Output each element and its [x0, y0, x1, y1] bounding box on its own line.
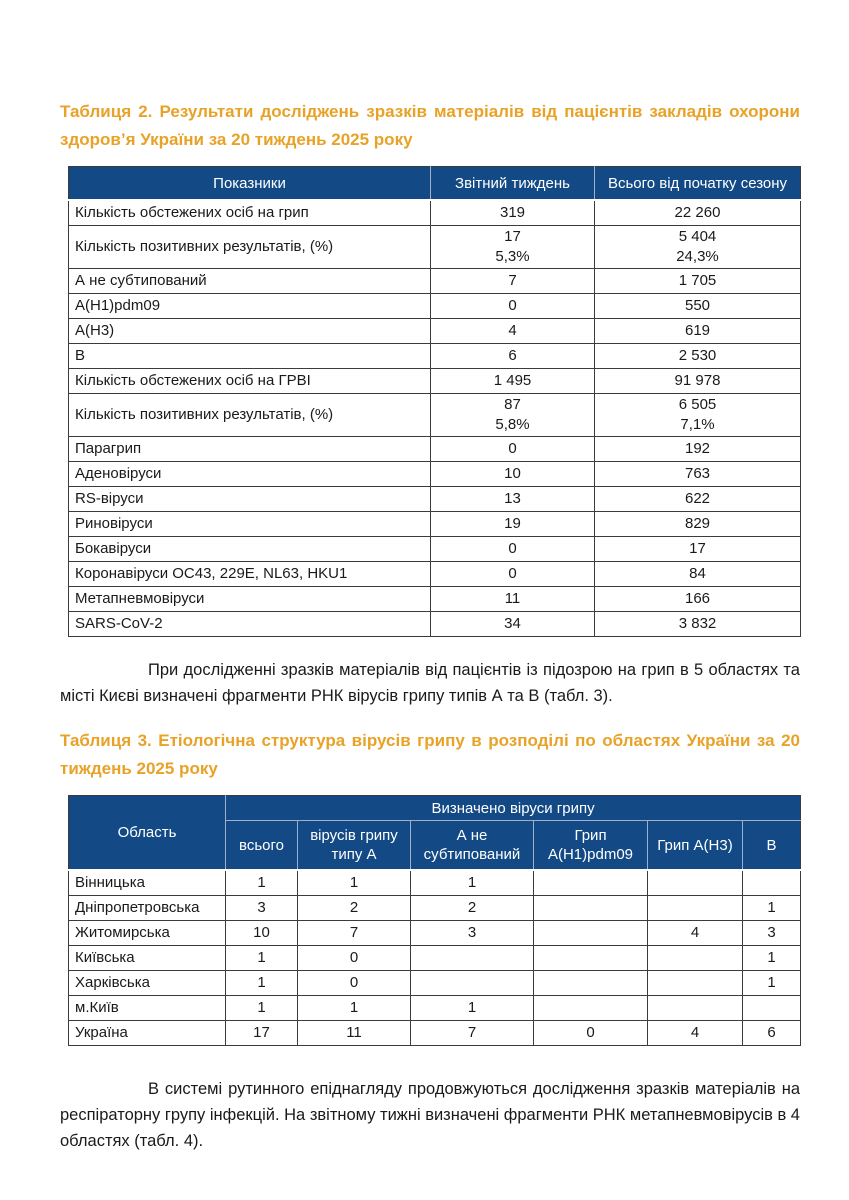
table-cell: 166	[595, 587, 801, 612]
table-cell: 319	[431, 200, 595, 226]
table3-col-header-h1pdm09: Грип А(H1)pdm09	[534, 821, 648, 871]
table-cell: Кількість позитивних результатів, (%)	[69, 226, 431, 269]
table-cell: 0	[298, 946, 411, 971]
table-row	[69, 870, 801, 896]
table-cell: 1	[298, 870, 411, 896]
table-row	[69, 437, 801, 462]
table-row	[69, 1021, 801, 1046]
table2-col-header-season: Всього від початку сезону	[595, 167, 801, 201]
table-cell: Харківська	[69, 971, 226, 996]
table-cell: 91 978	[595, 369, 801, 394]
table-cell: 763	[595, 462, 801, 487]
table-cell: 13	[431, 487, 595, 512]
table2-col-header-indicators: Показники	[69, 167, 431, 201]
table-row	[69, 946, 801, 971]
table-cell	[411, 946, 534, 971]
table-cell: А не субтипований	[69, 269, 431, 294]
table3-header	[69, 796, 801, 871]
table-cell: 2	[411, 896, 534, 921]
table-cell: 84	[595, 562, 801, 587]
table-cell: 6 505 7,1%	[595, 394, 801, 437]
table-cell: 1 705	[595, 269, 801, 294]
table-cell: 1	[226, 971, 298, 996]
table-cell	[648, 896, 743, 921]
table-cell	[648, 971, 743, 996]
table-cell: 829	[595, 512, 801, 537]
table-cell: 4	[431, 319, 595, 344]
table-cell: Кількість позитивних результатів, (%)	[69, 394, 431, 437]
table3-body	[69, 870, 801, 1046]
table-cell: A(H1)pdm09	[69, 294, 431, 319]
table-row	[69, 462, 801, 487]
table3-col-header-type-a: вірусів грипу типу А	[298, 821, 411, 871]
table-cell: 6	[743, 1021, 801, 1046]
table-cell: 4	[648, 921, 743, 946]
table-cell: 1	[298, 996, 411, 1021]
table-cell: 192	[595, 437, 801, 462]
table2-caption: Таблиця 2. Результати досліджень зразків матеріалів від пацієнтів закладів охорони здоров’я України за 20 тиждень 2025 року	[60, 102, 800, 149]
table-cell: 1	[226, 870, 298, 896]
table-row	[69, 971, 801, 996]
table-cell: 1	[411, 996, 534, 1021]
table-cell	[648, 996, 743, 1021]
table-cell	[743, 870, 801, 896]
table-cell: SARS-CoV-2	[69, 612, 431, 637]
table3-col-header-b: В	[743, 821, 801, 871]
table-cell: 619	[595, 319, 801, 344]
table-cell: Житомирська	[69, 921, 226, 946]
table-row	[69, 487, 801, 512]
table-row	[69, 537, 801, 562]
table2-header	[69, 167, 801, 201]
table-cell: Аденовіруси	[69, 462, 431, 487]
table-row	[69, 319, 801, 344]
table-cell: 87 5,8%	[431, 394, 595, 437]
table-row	[69, 394, 801, 437]
table-cell: 1	[743, 896, 801, 921]
table-cell: 5 404 24,3%	[595, 226, 801, 269]
table-cell: 3	[226, 896, 298, 921]
table-cell: 1	[411, 870, 534, 896]
table-cell: Метапневмовіруси	[69, 587, 431, 612]
table-cell: RS-віруси	[69, 487, 431, 512]
table-row	[69, 587, 801, 612]
table-cell	[743, 996, 801, 1021]
table2	[68, 166, 801, 637]
table-row	[69, 269, 801, 294]
table-cell: 11	[431, 587, 595, 612]
table-cell: A(H3)	[69, 319, 431, 344]
table-cell: 10	[431, 462, 595, 487]
table-cell: 3 832	[595, 612, 801, 637]
table-cell: Парагрип	[69, 437, 431, 462]
table-cell: 0	[298, 971, 411, 996]
table-cell	[648, 870, 743, 896]
paragraph-flu-regions: При дослідженні зразків матеріалів від пацієнтів із підозрою на грип в 5 областях та місті Києві визначені фрагменти РНК вірусів грипу типів А та В (табл. 3).	[60, 661, 800, 705]
table-cell: 0	[431, 537, 595, 562]
table3	[68, 795, 801, 1046]
table-row	[69, 200, 801, 226]
table-cell: Риновіруси	[69, 512, 431, 537]
table-cell: 22 260	[595, 200, 801, 226]
table-cell: 19	[431, 512, 595, 537]
table-cell	[411, 971, 534, 996]
paragraph-routine-surveillance: В системі рутинного епіднагляду продовжуються дослідження зразків матеріалів на респіраторну групу інфекцій. На звітному тижні визначені фрагменти РНК метапневмовірусів в 4 областях (табл. 4).	[60, 1080, 800, 1150]
table-row	[69, 512, 801, 537]
table-cell: Київська	[69, 946, 226, 971]
table-cell: Вінницька	[69, 870, 226, 896]
table-cell: 17 5,3%	[431, 226, 595, 269]
table2-col-header-week: Звітний тиждень	[431, 167, 595, 201]
table-cell: м.Київ	[69, 996, 226, 1021]
table-cell: 1	[743, 946, 801, 971]
table3-col-header-region: Область	[69, 796, 226, 871]
table-cell: 1	[226, 996, 298, 1021]
table-cell: 0	[534, 1021, 648, 1046]
table3-col-header-total: всього	[226, 821, 298, 871]
table-cell: 1	[743, 971, 801, 996]
table-cell: 2	[298, 896, 411, 921]
table-cell	[534, 896, 648, 921]
table-cell: 7	[431, 269, 595, 294]
table-cell	[534, 921, 648, 946]
table-cell: Кількість обстежених осіб на грип	[69, 200, 431, 226]
table-cell: 0	[431, 294, 595, 319]
table-cell	[648, 946, 743, 971]
table-cell: 7	[411, 1021, 534, 1046]
table-cell: В	[69, 344, 431, 369]
table-cell: Україна	[69, 1021, 226, 1046]
table3-caption: Таблиця 3. Етіологічна структура вірусів грипу в розподілі по областях України за 20 тиждень 2025 року	[60, 731, 800, 778]
table-cell: 0	[431, 562, 595, 587]
table3-group-header: Визначено віруси грипу	[226, 796, 801, 821]
table-cell: 0	[431, 437, 595, 462]
table-row	[69, 344, 801, 369]
table-cell: 34	[431, 612, 595, 637]
table-row	[69, 369, 801, 394]
table-cell: Кількість обстежених осіб на ГРВІ	[69, 369, 431, 394]
table-cell: Коронавіруси OC43, 229E, NL63, HKU1	[69, 562, 431, 587]
table-cell: 7	[298, 921, 411, 946]
table3-col-header-a-unsubtyped: А не субтипований	[411, 821, 534, 871]
table2-body	[69, 200, 801, 637]
table-cell: 3	[743, 921, 801, 946]
table-cell	[534, 870, 648, 896]
table-cell: 6	[431, 344, 595, 369]
table-cell: 11	[298, 1021, 411, 1046]
table-row	[69, 996, 801, 1021]
table-cell: 1	[226, 946, 298, 971]
table-cell: 10	[226, 921, 298, 946]
table-cell: 17	[595, 537, 801, 562]
table-row	[69, 226, 801, 269]
table-cell	[534, 996, 648, 1021]
table-row	[69, 294, 801, 319]
table-cell	[534, 946, 648, 971]
table-cell: 622	[595, 487, 801, 512]
table-cell: Дніпропетровська	[69, 896, 226, 921]
table-cell: 550	[595, 294, 801, 319]
table-cell: 4	[648, 1021, 743, 1046]
table3-col-header-h3: Грип А(Н3)	[648, 821, 743, 871]
table-cell: 2 530	[595, 344, 801, 369]
table-cell: 17	[226, 1021, 298, 1046]
table-cell: 1 495	[431, 369, 595, 394]
table-row	[69, 921, 801, 946]
table-cell: Бокавіруси	[69, 537, 431, 562]
table-row	[69, 612, 801, 637]
table-row	[69, 896, 801, 921]
table-cell: 3	[411, 921, 534, 946]
table-cell	[534, 971, 648, 996]
table-row	[69, 562, 801, 587]
